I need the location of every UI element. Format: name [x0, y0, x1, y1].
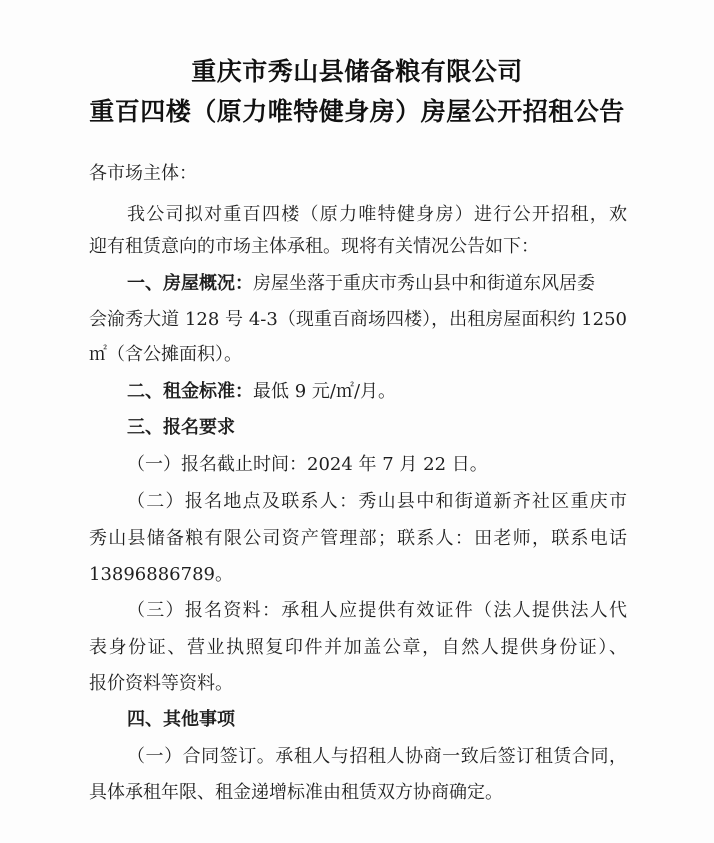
- section-1-line-1: [127, 272, 627, 296]
- section-3-item-3-line-3: 报价资料等资料。: [89, 673, 233, 694]
- intro-line-2: 迎有租赁意向的市场主体承租。现将有关情况公告如下：: [89, 236, 539, 257]
- document-title-line-2: 重百四楼（原力唯特健身房）房屋公开招租公告: [89, 97, 625, 126]
- section-3-item-2-line-3: 13896886789。: [89, 564, 233, 585]
- salutation: 各市场主体：: [89, 163, 197, 184]
- section-1-text: 房屋坐落于重庆市秀山县中和街道东风居委: [253, 273, 595, 294]
- section-3-item-1: （一）报名截止时间：2024 年 7 月 22 日。: [127, 454, 488, 475]
- section-3-item-3-line-1: （三）报名资料：承租人应提供有效证件（法人提供法人代: [127, 600, 627, 621]
- section-3-item-2-line-2: 秀山县储备粮有限公司资产管理部；联系人：田老师，联系电话: [89, 528, 627, 549]
- section-1-line-3: ㎡（含公摊面积）。: [89, 344, 242, 365]
- section-2-line: [127, 380, 396, 404]
- section-3-item-3-line-2: 表身份证、营业执照复印件并加盖公章，自然人提供身份证）、: [89, 637, 627, 658]
- section-3-heading: 三、报名要求: [127, 417, 235, 438]
- section-4-item-1-line-2: 具体承租年限、租金递增标准由租赁双方协商确定。: [89, 782, 503, 803]
- document-title-line-1: 重庆市秀山县储备粮有限公司: [191, 57, 523, 86]
- section-4-heading: 四、其他事项: [127, 709, 235, 730]
- section-1-heading: 一、房屋概况：: [127, 273, 253, 294]
- intro-line-1: 我公司拟对重百四楼（原力唯特健身房）进行公开招租，欢: [127, 204, 627, 225]
- section-3-item-2-line-1: （二）报名地点及联系人：秀山县中和街道新齐社区重庆市: [127, 491, 627, 512]
- section-2-text: 最低 9 元/㎡/月。: [253, 381, 397, 402]
- section-1-line-2: 会渝秀大道 128 号 4-3（现重百商场四楼），出租房屋面积约 1250: [89, 309, 627, 330]
- section-2-heading: 二、租金标准：: [127, 381, 253, 402]
- section-4-item-1-line-1: （一）合同签订。承租人与招租人协商一致后签订租赁合同，: [127, 746, 627, 767]
